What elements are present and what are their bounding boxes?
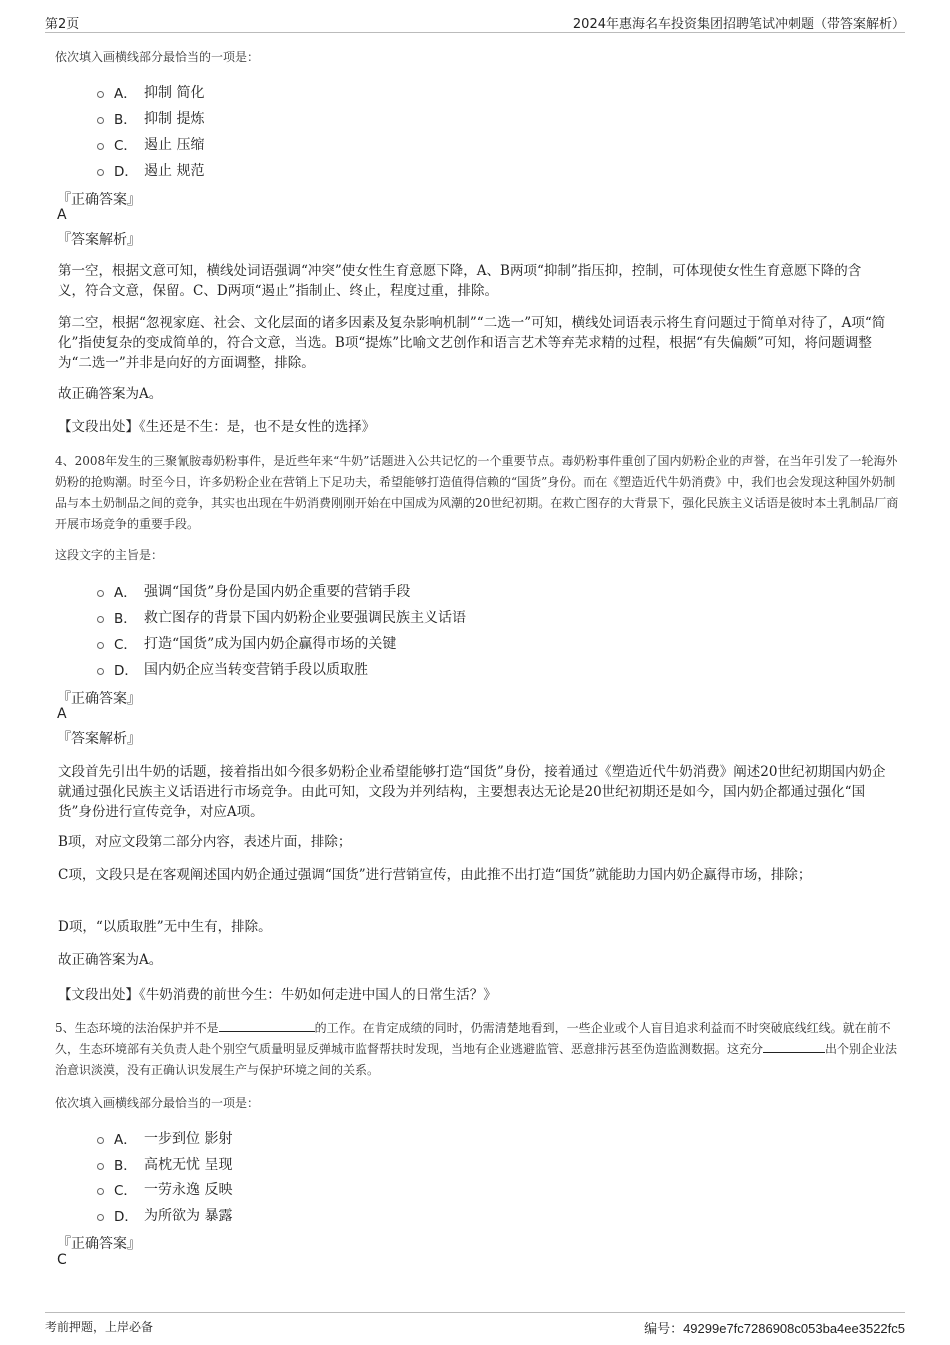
- question-prompt: 依次填入画横线部分最恰当的一项是：: [55, 50, 260, 64]
- footer-slogan: 考前押题，上岸必备: [45, 1320, 154, 1334]
- page-footer: [45, 1312, 905, 1337]
- radio-icon[interactable]: [97, 1214, 104, 1221]
- radio-icon[interactable]: [97, 1163, 104, 1170]
- option-c[interactable]: C． 遏止 压缩: [97, 134, 204, 154]
- radio-icon[interactable]: [97, 1137, 104, 1144]
- answer-value: C: [57, 1252, 67, 1268]
- question-text: 4、2008年发生的三聚氰胺毒奶粉事件，是近些年来“牛奶”话题进入公共记忆的一个重要节点。毒奶粉事件重创了国内奶粉企业的声誉，在当年引发了一轮海外奶粉的抢购潮。时至今日，许多奶粉企业在营销上下足功夫，希望能够打造值得信赖的“国货”身份。而在《塑造近代牛奶消费》中，我们也会发现这种国外奶制品与本土奶制品之间的竞争，其实也出现在牛奶消费刚刚开始在中国成为风潮的20世纪初期。在救亡图存的大背景下，强化民族主义话语是彼时本土乳制品厂商开展市场竞争的重要手段。: [55, 454, 899, 531]
- question-text: 5、生态环境的法治保护并不是 的工作。在肯定成绩的同时，仍需清楚地看到，一些企业或个人盲目追求利益而不时突破底线红线。就在前不久，生态环境部有关负责人赴个别空气质量明显反弹城市监督帮扶时发现，当地有企业逃避监管、恶意排污甚至伪造监测数据。这充分 出个别企业法治意识淡漠，没有正确认识发展生产与保护环境之间的关系。: [55, 1018, 900, 1081]
- radio-icon[interactable]: [97, 91, 104, 98]
- page-number: 第2页: [45, 17, 80, 32]
- option-c[interactable]: C． 一劳永逸 反映: [97, 1179, 232, 1199]
- option-a[interactable]: A． 一步到位 影射: [97, 1128, 232, 1148]
- question-prompt: 依次填入画横线部分最恰当的一项是：: [55, 1096, 260, 1110]
- option-d[interactable]: D． 遏止 规范: [97, 160, 204, 180]
- analysis-paragraph: 文段首先引出牛奶的话题，接着指出如今很多奶粉企业希望能够打造“国货”身份，接着通过《塑造近代牛奶消费》阐述20世纪初期国内奶企就通过强化民族主义话语进行市场竞争。由此可知，文段为并列结构，主要想表达无论是20世纪初期还是如今，国内奶企都通过强化“国货”身份进行宣传竞争，对应A项。: [58, 764, 886, 820]
- source-citation: 【文段出处】《牛奶消费的前世今生：牛奶如何走进中国人的日常生活？》: [58, 987, 497, 1003]
- page-header: [45, 10, 905, 33]
- option-b[interactable]: B． 救亡图存的背景下国内奶粉企业要强调民族主义话语: [97, 607, 466, 627]
- analysis-paragraph: B项，对应文段第二部分内容，表述片面，排除；: [58, 834, 352, 850]
- fill-blank: [219, 1018, 315, 1032]
- analysis-conclusion: 故正确答案为A。: [58, 386, 163, 402]
- analysis-paragraph: 第二空，根据“忽视家庭、社会、文化层面的诸多因素及复杂影响机制”“二选一”可知，横线处词语表示将生育问题过于简单对待了，A项“简化”指使复杂的变成简单的，符合文意，当选。B项“提炼”比喻文艺创作和语言艺术等弃芜求精的过程，根据“有失偏颇”可知，将问题调整为“二选一”并非是向好的方面调整，排除。: [58, 315, 886, 371]
- radio-icon[interactable]: [97, 117, 104, 124]
- answer-value: A: [57, 706, 67, 722]
- option-d[interactable]: D． 国内奶企应当转变营销手段以质取胜: [97, 659, 368, 679]
- radio-icon[interactable]: [97, 169, 104, 176]
- radio-icon[interactable]: [97, 1188, 104, 1195]
- option-a[interactable]: A． 抑制 简化: [97, 82, 204, 102]
- answer-value: A: [57, 207, 67, 223]
- radio-icon[interactable]: [97, 590, 104, 597]
- option-a[interactable]: A． 强调“国货”身份是国内奶企重要的营销手段: [97, 581, 410, 601]
- option-c[interactable]: C． 打造“国货”成为国内奶企赢得市场的关键: [97, 633, 396, 653]
- document-code: 编号：49299e7fc7286908c053ba4ee3522fc5: [644, 1321, 905, 1336]
- document-title: 2024年惠海名车投资集团招聘笔试冲刺题（带答案解析）: [572, 17, 905, 32]
- answer-label: 『正确答案』: [57, 192, 141, 208]
- fill-blank: [763, 1039, 825, 1053]
- radio-icon[interactable]: [97, 668, 104, 675]
- analysis-paragraph: D项，“以质取胜”无中生有，排除。: [58, 919, 272, 935]
- analysis-conclusion: 故正确答案为A。: [58, 952, 163, 968]
- analysis-paragraph: 第一空，根据文意可知，横线处词语强调“冲突”使女性生育意愿下降，A、B两项“抑制”指压抑，控制，可体现使女性生育意愿下降的含义，符合文意，保留。C、D两项“遏止”指制止、终止，程度过重，排除。: [58, 263, 862, 299]
- option-d[interactable]: D． 为所欲为 暴露: [97, 1205, 232, 1225]
- source-citation: 【文段出处】《生还是不生：是，也不是女性的选择》: [58, 419, 376, 435]
- analysis-label: 『答案解析』: [57, 731, 141, 747]
- radio-icon[interactable]: [97, 143, 104, 150]
- radio-icon[interactable]: [97, 642, 104, 649]
- analysis-paragraph: C项，文段只是在客观阐述国内奶企通过强调“国货”进行营销宣传，由此推不出打造“国货”就能助力国内奶企赢得市场，排除；: [58, 867, 812, 883]
- option-b[interactable]: B． 高枕无忧 呈现: [97, 1154, 232, 1174]
- option-b[interactable]: B． 抑制 提炼: [97, 108, 204, 128]
- analysis-label: 『答案解析』: [57, 232, 141, 248]
- answer-label: 『正确答案』: [57, 691, 141, 707]
- radio-icon[interactable]: [97, 616, 104, 623]
- question-prompt: 这段文字的主旨是：: [55, 548, 164, 562]
- answer-label: 『正确答案』: [57, 1236, 141, 1252]
